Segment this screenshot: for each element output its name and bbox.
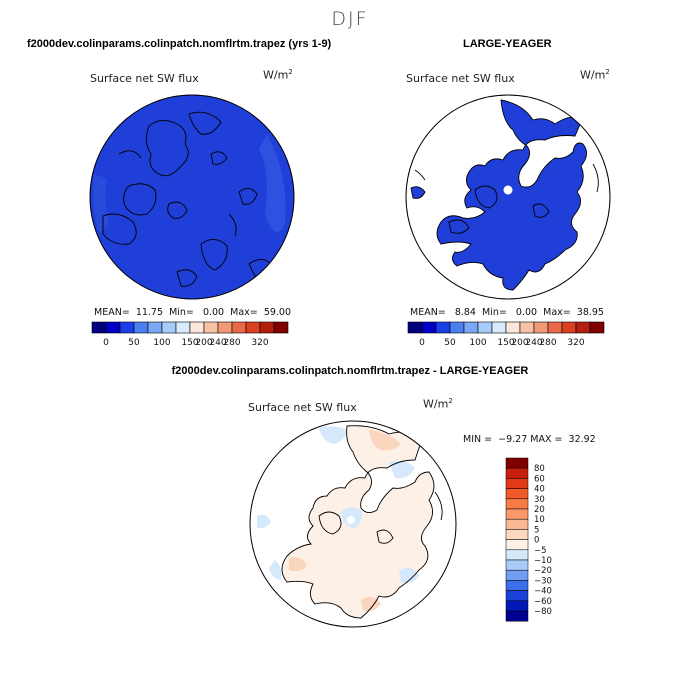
left-colorbar-swatch [204, 322, 218, 333]
diff-colorbar-swatch [506, 601, 528, 611]
right-panel-title: LARGE-YEAGER [463, 38, 552, 50]
diff-colorbar-swatch [506, 550, 528, 560]
left-colorbar-swatch [218, 322, 232, 333]
diff-colorbar-tick-label: −10 [534, 556, 552, 566]
right-colorbar-tick-label: 0 [419, 338, 425, 348]
left-panel-title: f2000dev.colinparams.colinpatch.nomflrtm.trapez (yrs 1-9) [27, 38, 332, 50]
right-colorbar-tick-label: 50 [444, 338, 456, 348]
diff-variable-label: Surface net SW flux [248, 401, 357, 414]
diff-colorbar-swatch [506, 529, 528, 539]
left-colorbar-tick-label: 240 [209, 338, 227, 348]
left-colorbar-tick-label: 50 [128, 338, 140, 348]
diff-pole-hole [347, 516, 355, 524]
right-colorbar [408, 322, 606, 350]
diff-colorbar-swatch [506, 580, 528, 590]
left-colorbar-tick-label: 150 [181, 338, 199, 348]
diff-colorbar-swatch [506, 570, 528, 580]
diff-colorbar [506, 458, 556, 622]
left-colorbar-swatch [120, 322, 134, 333]
right-pole-hole [504, 186, 513, 195]
diff-colorbar-swatch [506, 509, 528, 519]
right-colorbar-swatch [492, 322, 506, 333]
right-colorbar-swatch [464, 322, 478, 333]
left-colorbar-swatch [190, 322, 204, 333]
diff-polar-map [249, 420, 457, 628]
left-colorbar-tick-label: 200 [195, 338, 213, 348]
diff-colorbar-tick-label: −40 [534, 586, 552, 597]
diff-colorbar-tick-label: −5 [534, 545, 547, 556]
diff-colorbar-swatch [506, 458, 528, 468]
diff-colorbar-tick-label: −30 [534, 576, 552, 587]
left-colorbar-tick-label: 0 [103, 338, 109, 348]
diff-colorbar-tick-label: 20 [534, 505, 545, 515]
diff-stats: MIN = −9.27 MAX = 32.92 [463, 434, 596, 445]
right-colorbar-tick-label: 280 [539, 338, 557, 348]
right-colorbar-swatch [590, 322, 604, 333]
diff-colorbar-tick-label: −60 [534, 596, 552, 607]
left-map-field [90, 95, 294, 299]
right-units-label: $W/m^2$ [580, 68, 610, 82]
right-colorbar-swatch [562, 322, 576, 333]
right-colorbar-swatch [506, 322, 520, 333]
diff-colorbar-swatch [506, 540, 528, 550]
right-colorbar-swatch [478, 322, 492, 333]
diff-colorbar-swatch [506, 499, 528, 509]
left-colorbar-swatch [246, 322, 260, 333]
right-colorbar-swatch [450, 322, 464, 333]
right-colorbar-swatch [422, 322, 436, 333]
diff-colorbar-swatch [506, 560, 528, 570]
left-colorbar-swatch [92, 322, 106, 333]
left-colorbar-swatch [176, 322, 190, 333]
right-colorbar-tick-label: 100 [469, 338, 487, 348]
diff-colorbar-swatch [506, 468, 528, 478]
season-title: DJF [331, 8, 369, 30]
left-colorbar-tick-label: 100 [153, 338, 171, 348]
diff-colorbar-tick-label: 0 [534, 535, 540, 546]
right-colorbar-tick-label: 150 [497, 338, 515, 348]
left-colorbar-swatch [148, 322, 162, 333]
diff-colorbar-swatch [506, 478, 528, 488]
right-colorbar-swatch [408, 322, 422, 333]
left-colorbar-swatch [260, 322, 274, 333]
left-polar-map [89, 94, 295, 300]
right-colorbar-swatch [436, 322, 450, 333]
left-colorbar-swatch [106, 322, 120, 333]
right-colorbar-swatch [548, 322, 562, 333]
right-colorbar-tick-label: 240 [525, 338, 543, 348]
right-colorbar-swatch [534, 322, 548, 333]
right-variable-label: Surface net SW flux [406, 72, 515, 85]
left-colorbar-swatch [134, 322, 148, 333]
diff-colorbar-tick-label: 60 [534, 474, 545, 485]
right-colorbar-tick-label: 320 [567, 338, 585, 348]
diff-colorbar-tick-label: 40 [534, 484, 545, 495]
left-colorbar-tick-label: 320 [251, 338, 269, 348]
diff-colorbar-tick-label: −80 [534, 607, 552, 617]
right-colorbar-swatch [576, 322, 590, 333]
diff-colorbar-tick-label: 30 [534, 494, 545, 505]
left-colorbar-swatch [162, 322, 176, 333]
left-variable-label: Surface net SW flux [90, 72, 199, 85]
diff-colorbar-swatch [506, 519, 528, 529]
diff-colorbar-tick-label: −20 [534, 566, 552, 577]
diff-colorbar-tick-label: 80 [534, 464, 545, 475]
right-polar-map [405, 94, 611, 300]
diff-colorbar-swatch [506, 611, 528, 621]
diff-colorbar-tick-label: 5 [534, 525, 540, 536]
right-colorbar-swatch [520, 322, 534, 333]
diff-colorbar-tick-label: 10 [534, 515, 545, 526]
diff-units-label: $W/m^2$ [423, 397, 453, 411]
left-colorbar-swatch [274, 322, 288, 333]
right-colorbar-tick-label: 200 [511, 338, 529, 348]
left-stats: MEAN= 11.75 Min= 0.00 Max= 59.00 [94, 307, 292, 318]
left-colorbar [92, 322, 290, 350]
left-colorbar-swatch [232, 322, 246, 333]
diff-colorbar-swatch [506, 489, 528, 499]
right-stats: MEAN= 8.84 Min= 0.00 Max= 38.95 [410, 307, 604, 318]
diff-panel-title: f2000dev.colinparams.colinpatch.nomflrtm.trapez - LARGE-YEAGER [171, 365, 529, 377]
left-colorbar-tick-label: 280 [223, 338, 241, 348]
left-units-label: $W/m^2$ [263, 68, 293, 82]
diff-colorbar-swatch [506, 591, 528, 601]
